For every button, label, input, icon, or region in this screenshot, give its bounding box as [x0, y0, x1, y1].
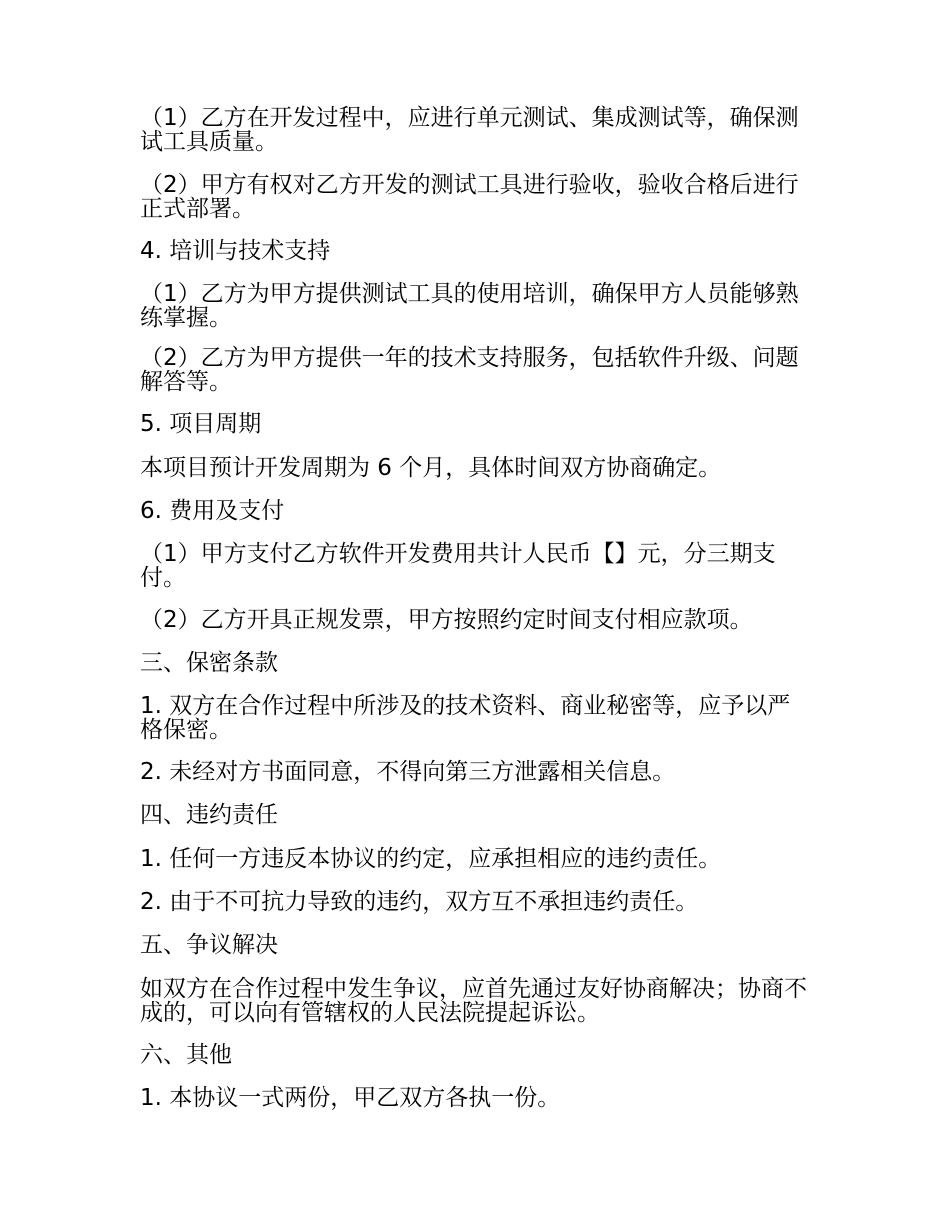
heading-project-period: 5. 项目周期 [140, 411, 262, 437]
paragraph-dispute: 如双方在合作过程中发生争议，应首先通过友好协商解决；协商不成的，可以向有管辖权的人民法院提起诉讼。 [140, 976, 807, 1026]
heading-other: 六、其他 [140, 1042, 232, 1068]
paragraph-confidentiality-1: 1. 双方在合作过程中所涉及的技术资料、商业秘密等，应予以严格保密。 [140, 693, 791, 743]
heading-training-support: 4. 培训与技术支持 [140, 238, 331, 264]
heading-breach-liability: 四、违约责任 [140, 802, 278, 828]
heading-confidentiality: 三、保密条款 [140, 650, 278, 676]
paragraph-tech-support: （2）乙方为甲方提供一年的技术支持服务，包括软件升级、问题解答等。 [140, 345, 799, 395]
heading-dispute-resolution: 五、争议解决 [140, 932, 278, 958]
paragraph-copies: 1. 本协议一式两份，甲乙双方各执一份。 [140, 1085, 561, 1111]
paragraph-training: （1）乙方为甲方提供测试工具的使用培训，确保甲方人员能够熟练掌握。 [140, 281, 799, 331]
paragraph-project-period: 本项目预计开发周期为 6 个月，具体时间双方协商确定。 [140, 455, 722, 481]
paragraph-unit-testing: （1）乙方在开发过程中，应进行单元测试、集成测试等，确保测试工具质量。 [140, 105, 799, 155]
heading-fees-payment: 6. 费用及支付 [140, 498, 285, 524]
paragraph-breach-1: 1. 任何一方违反本协议的约定，应承担相应的违约责任。 [140, 846, 722, 872]
paragraph-fees: （1）甲方支付乙方软件开发费用共计人民币【】元，分三期支付。 [140, 541, 776, 591]
paragraph-acceptance: （2）甲方有权对乙方开发的测试工具进行验收，验收合格后进行正式部署。 [140, 172, 799, 222]
paragraph-confidentiality-2: 2. 未经对方书面同意，不得向第三方泄露相关信息。 [140, 759, 676, 785]
paragraph-breach-2: 2. 由于不可抗力导致的违约，双方互不承担违约责任。 [140, 889, 699, 915]
paragraph-invoice: （2）乙方开具正规发票，甲方按照约定时间支付相应款项。 [140, 607, 753, 633]
